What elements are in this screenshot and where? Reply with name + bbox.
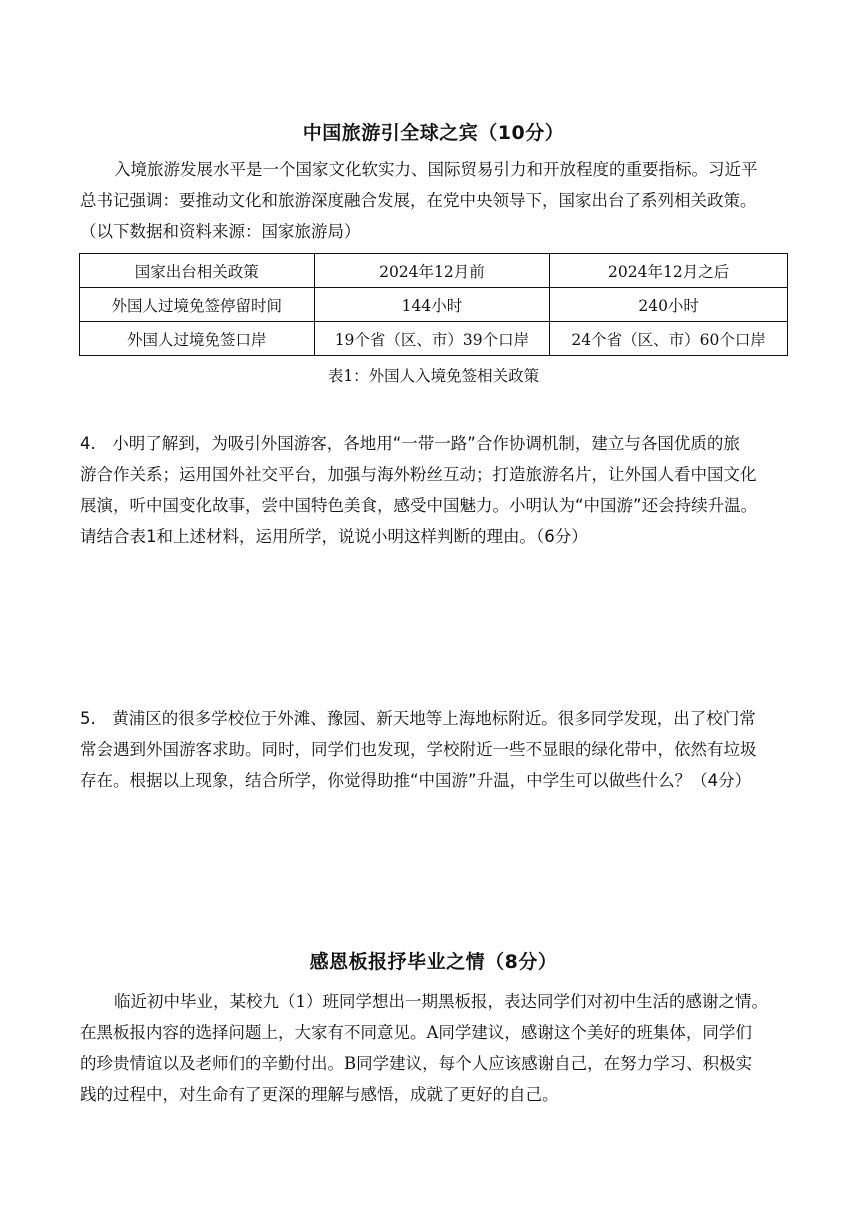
question-line: 5. 黄浦区的很多学校位于外滩、豫园、新天地等上海地标附近。很多同学发现，出了校门常 xyxy=(80,709,756,728)
table-cell: 24个省（区、市）60个口岸 xyxy=(550,322,788,356)
question-line: 请结合表1和上述材料，运用所学，说说小明这样判断的理由。（6分） xyxy=(80,527,588,546)
table-cell: 19个省（区、市）39个口岸 xyxy=(314,322,550,356)
table-caption: 表1：外国人入境免签相关政策 xyxy=(327,367,540,385)
intro-line: 践的过程中，对生命有了更深的理解与感悟，成就了更好的自己。 xyxy=(80,1085,559,1104)
table-cell: 外国人过境免签停留时间 xyxy=(80,288,315,322)
question-line: 常会遇到外国游客求助。同时，同学们也发现，学校附近一些不显眼的绿化带中，依然有垃圾 xyxy=(80,740,757,759)
table-cell: 240小时 xyxy=(550,288,788,322)
question-line: 游合作关系；运用国外社交平台，加强与海外粉丝互动；打造旅游名片，让外国人看中国文化 xyxy=(80,465,757,484)
intro-line: 入境旅游发展水平是一个国家文化软实力、国际贸易引力和开放程度的重要指标。习近平 xyxy=(114,160,758,179)
table-header-cell: 2024年12月之后 xyxy=(550,254,788,288)
section1-title: 中国旅游引全球之宾（10分） xyxy=(302,122,565,144)
policy-table xyxy=(79,253,788,356)
question-4 xyxy=(80,428,792,552)
intro-line: 总书记强调：要推动文化和旅游深度融合发展，在党中央领导下，国家出台了系列相关政策。 xyxy=(80,191,757,210)
question-5 xyxy=(80,703,792,796)
section2-intro xyxy=(80,986,792,1110)
intro-line: 的珍贵情谊以及老师们的辛勤付出。B同学建议，每个人应该感谢自己，在努力学习、积极实 xyxy=(80,1054,753,1073)
table-header-cell: 国家出台相关政策 xyxy=(80,254,315,288)
question-line: 4. 小明了解到，为吸引外国游客，各地用“一带一路”合作协调机制，建立与各国优质的旅 xyxy=(80,434,740,453)
intro-line: 在黑板报内容的选择问题上，大家有不同意见。A同学建议，感谢这个美好的班集体，同学们 xyxy=(80,1023,752,1042)
intro-line: （以下数据和资料来源：国家旅游局） xyxy=(80,222,361,241)
section2-title: 感恩板报抒毕业之情（8分） xyxy=(309,951,558,973)
table-header-cell: 2024年12月前 xyxy=(314,254,550,288)
question-line: 展演，听中国变化故事，尝中国特色美食，感受中国魅力。小明认为“中国游”还会持续升温。 xyxy=(80,496,758,515)
table-row xyxy=(80,322,788,356)
table-cell: 144小时 xyxy=(314,288,550,322)
question-line: 存在。根据以上现象，结合所学，你觉得助推“中国游”升温，中学生可以做些什么？（4分） xyxy=(80,771,752,790)
section1-intro xyxy=(80,154,792,247)
table-header-row xyxy=(80,254,788,288)
intro-line: 临近初中毕业，某校九（1）班同学想出一期黑板报，表达同学们对初中生活的感谢之情。 xyxy=(114,992,768,1011)
table-row xyxy=(80,288,788,322)
table-cell: 外国人过境免签口岸 xyxy=(80,322,315,356)
